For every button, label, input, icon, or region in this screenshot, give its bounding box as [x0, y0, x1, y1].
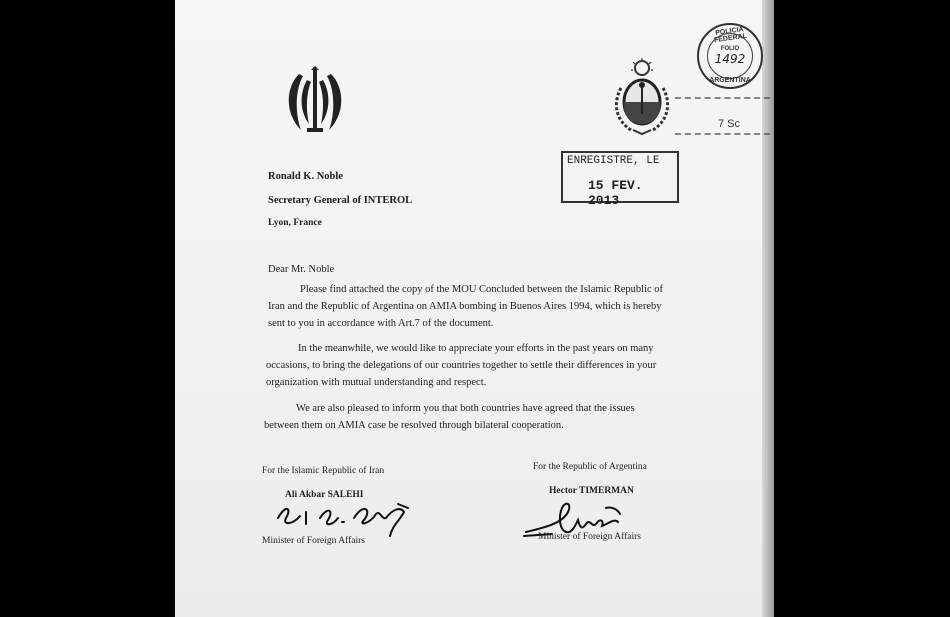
- folio-stamp-top-text: POLICIA FEDERAL: [713, 26, 748, 45]
- registration-stamp-date: 15 FEV. 2013: [588, 178, 643, 208]
- iran-emblem-icon: [283, 66, 347, 138]
- page-edge-shadow: [762, 0, 774, 617]
- folio-stamp-bottom-text: ARGENTINA: [709, 77, 751, 84]
- registration-stamp-label: ENREGISTRE, LE: [567, 155, 660, 167]
- paragraph-line: between them on AMIA case be resolved through bilateral cooperation.: [264, 420, 564, 431]
- folio-stamp: [697, 23, 763, 89]
- paragraph-line: We are also pleased to inform you that both countries have agreed that the issues: [296, 403, 635, 414]
- right-signatory-name: Hector TIMERMAN: [549, 486, 634, 496]
- paragraph-3: [264, 400, 694, 434]
- paragraph-1: [268, 281, 698, 332]
- right-signatory-role: Minister of Foreign Affairs: [538, 532, 641, 542]
- left-signatory-name: Ali Akbar SALEHI: [285, 490, 364, 500]
- paragraph-line: sent to you in accordance with Art.7 of the document.: [268, 318, 494, 329]
- argentina-coat-of-arms-icon: [611, 58, 673, 136]
- paragraph-line: organization with mutual understanding and respect.: [266, 377, 487, 388]
- paragraph-line: Iran and the Republic of Argentina on AMIA bombing in Buenos Aires 1994, which is hereby: [268, 301, 662, 312]
- addressee-name: Ronald K. Noble: [268, 171, 343, 182]
- left-signatory-country: For the Islamic Republic of Iran: [262, 466, 385, 476]
- left-signatory-role: Minister of Foreign Affairs: [262, 536, 365, 546]
- side-mark: 7 Sc: [718, 118, 741, 130]
- paragraph-2: [266, 340, 696, 391]
- paragraph-line: occasions, to bring the delegations of our countries together to settle their differences in your: [266, 360, 657, 371]
- folio-number: 1492: [714, 52, 746, 66]
- addressee-title: Secretary General of INTEROL: [268, 195, 413, 206]
- addressee-location: Lyon, France: [268, 218, 322, 228]
- salutation: Dear Mr. Noble: [268, 264, 335, 275]
- left-signature: [272, 496, 422, 540]
- registration-stamp: [561, 151, 679, 208]
- folio-label: FOLIO: [720, 46, 740, 52]
- paragraph-line: In the meanwhile, we would like to appreciate your efforts in the past years on many: [298, 343, 654, 354]
- paragraph-line: Please find attached the copy of the MOU Concluded between the Islamic Republic of: [300, 284, 664, 295]
- right-signatory-country: For the Republic of Argentina: [533, 462, 647, 472]
